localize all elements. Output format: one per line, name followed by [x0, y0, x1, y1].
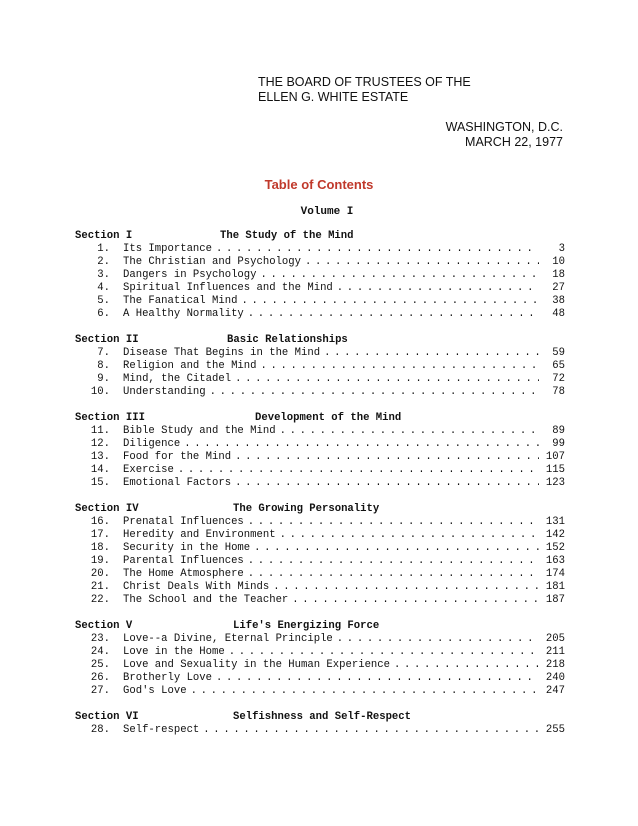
dot-leader: [390, 659, 539, 672]
entry-title: Understanding: [123, 386, 206, 398]
toc-entry: [75, 659, 565, 672]
date-line: MARCH 22, 1977: [465, 135, 563, 149]
section-label: Section I: [75, 230, 133, 242]
toc-entry: [75, 256, 565, 269]
dot-leader: [199, 724, 539, 737]
toc-entry: [75, 243, 565, 256]
dot-leader: [276, 425, 539, 438]
entry-page-number: 65: [552, 360, 565, 372]
entry-page-number: 187: [545, 594, 565, 606]
section-title: Development of the Mind: [255, 412, 402, 424]
entry-title: Prenatal Influences: [123, 516, 244, 528]
toc-entry: [75, 386, 565, 399]
toc-section: [75, 412, 565, 490]
dot-leader: [231, 477, 539, 490]
entry-title: The Home Atmosphere: [123, 568, 244, 580]
entry-number: 9.: [97, 373, 110, 385]
section-label: Section V: [75, 620, 133, 632]
entry-page-number: 174: [545, 568, 565, 580]
dot-leader: [288, 594, 539, 607]
entry-number: 15.: [90, 477, 110, 489]
toc-section: [75, 334, 565, 399]
org-name-line1: THE BOARD OF TRUSTEES OF THE: [258, 75, 471, 89]
entry-title: Diligence: [123, 438, 181, 450]
toc-entry: [75, 295, 565, 308]
toc-entry: [75, 594, 565, 607]
toc-entry: [75, 360, 565, 373]
toc-entry: [75, 373, 565, 386]
entry-title: Love and Sexuality in the Human Experience: [123, 659, 391, 671]
dot-leader: [244, 308, 539, 321]
entry-page-number: 3: [558, 243, 565, 255]
entry-page-number: 78: [552, 386, 565, 398]
table-of-contents: [75, 230, 565, 750]
entry-page-number: 163: [545, 555, 565, 567]
entry-title: The Christian and Psychology: [123, 256, 302, 268]
entry-number: 12.: [90, 438, 110, 450]
entry-number: 6.: [97, 308, 110, 320]
entry-number: 25.: [90, 659, 110, 671]
entry-page-number: 152: [545, 542, 565, 554]
entry-title: The School and the Teacher: [123, 594, 289, 606]
entry-number: 28.: [90, 724, 110, 736]
section-title: Basic Relationships: [227, 334, 348, 346]
dot-leader: [212, 243, 539, 256]
entry-number: 3.: [97, 269, 110, 281]
section-heading: [75, 230, 565, 243]
toc-entry: [75, 438, 565, 451]
toc-section: [75, 711, 565, 737]
toc-entry: [75, 308, 565, 321]
entry-title: Religion and the Mind: [123, 360, 257, 372]
entry-number: 17.: [90, 529, 110, 541]
section-heading: [75, 620, 565, 633]
entry-number: 23.: [90, 633, 110, 645]
entry-page-number: 247: [545, 685, 565, 697]
entry-title: Food for the Mind: [123, 451, 232, 463]
entry-title: Self-respect: [123, 724, 200, 736]
dot-leader: [257, 269, 539, 282]
toc-entry: [75, 672, 565, 685]
section-heading: [75, 711, 565, 724]
entry-number: 5.: [97, 295, 110, 307]
entry-page-number: 107: [545, 451, 565, 463]
entry-title: Love--a Divine, Eternal Principle: [123, 633, 333, 645]
dot-leader: [187, 685, 539, 698]
entry-page-number: 89: [552, 425, 565, 437]
entry-page-number: 18: [552, 269, 565, 281]
entry-number: 27.: [90, 685, 110, 697]
dot-leader: [180, 438, 539, 451]
entry-number: 2.: [97, 256, 110, 268]
entry-number: 11.: [90, 425, 110, 437]
entry-page-number: 99: [552, 438, 565, 450]
entry-title: Dangers in Psychology: [123, 269, 257, 281]
entry-number: 8.: [97, 360, 110, 372]
entry-title: Exercise: [123, 464, 174, 476]
toc-entry: [75, 347, 565, 360]
toc-entry: [75, 282, 565, 295]
dot-leader: [250, 542, 539, 555]
section-label: Section II: [75, 334, 139, 346]
entry-title: Spiritual Influences and the Mind: [123, 282, 333, 294]
toc-entry: [75, 269, 565, 282]
toc-entry: [75, 529, 565, 542]
dot-leader: [257, 360, 539, 373]
entry-number: 19.: [90, 555, 110, 567]
section-title: Selfishness and Self-Respect: [233, 711, 412, 723]
section-title: Life's Energizing Force: [233, 620, 380, 632]
dot-leader: [244, 555, 539, 568]
entry-title: Mind, the Citadel: [123, 373, 232, 385]
entry-page-number: 123: [545, 477, 565, 489]
dot-leader: [231, 373, 539, 386]
entry-title: Christ Deals With Minds: [123, 581, 270, 593]
entry-title: Brotherly Love: [123, 672, 213, 684]
entry-title: God's Love: [123, 685, 187, 697]
dot-leader: [333, 282, 539, 295]
entry-page-number: 115: [545, 464, 565, 476]
entry-number: 10.: [90, 386, 110, 398]
dot-leader: [212, 672, 539, 685]
volume-heading: Volume I: [300, 206, 354, 218]
entry-page-number: 255: [545, 724, 565, 736]
entry-page-number: 27: [552, 282, 565, 294]
entry-title: Bible Study and the Mind: [123, 425, 276, 437]
entry-number: 7.: [97, 347, 110, 359]
section-heading: [75, 334, 565, 347]
entry-number: 21.: [90, 581, 110, 593]
dot-leader: [276, 529, 539, 542]
dot-leader: [333, 633, 539, 646]
dot-leader: [269, 581, 539, 594]
toc-entry: [75, 633, 565, 646]
toc-entry: [75, 477, 565, 490]
entry-title: Security in the Home: [123, 542, 251, 554]
entry-number: 18.: [90, 542, 110, 554]
entry-number: 14.: [90, 464, 110, 476]
dot-leader: [244, 516, 539, 529]
entry-number: 22.: [90, 594, 110, 606]
entry-title: Heredity and Environment: [123, 529, 276, 541]
entry-page-number: 211: [545, 646, 565, 658]
entry-title: Parental Influences: [123, 555, 244, 567]
entry-page-number: 72: [552, 373, 565, 385]
entry-page-number: 38: [552, 295, 565, 307]
toc-entry: [75, 724, 565, 737]
entry-title: Disease That Begins in the Mind: [123, 347, 321, 359]
dot-leader: [237, 295, 539, 308]
toc-entry: [75, 646, 565, 659]
entry-page-number: 142: [545, 529, 565, 541]
toc-entry: [75, 555, 565, 568]
dot-leader: [244, 568, 539, 581]
entry-title: Its Importance: [123, 243, 213, 255]
toc-entry: [75, 542, 565, 555]
toc-entry: [75, 516, 565, 529]
dot-leader: [206, 386, 539, 399]
entry-page-number: 59: [552, 347, 565, 359]
entry-title: The Fanatical Mind: [123, 295, 238, 307]
toc-section: [75, 503, 565, 607]
org-name-line2: ELLEN G. WHITE ESTATE: [258, 90, 409, 104]
entry-page-number: 131: [545, 516, 565, 528]
entry-page-number: 218: [545, 659, 565, 671]
entry-number: 16.: [90, 516, 110, 528]
toc-section: [75, 230, 565, 321]
toc-entry: [75, 425, 565, 438]
toc-entry: [75, 685, 565, 698]
dot-leader: [231, 451, 539, 464]
section-title: The Growing Personality: [233, 503, 380, 515]
entry-title: Love in the Home: [123, 646, 225, 658]
entry-number: 26.: [90, 672, 110, 684]
entry-number: 4.: [97, 282, 110, 294]
section-heading: [75, 412, 565, 425]
entry-number: 24.: [90, 646, 110, 658]
section-label: Section III: [75, 412, 145, 424]
toc-section: [75, 620, 565, 698]
entry-page-number: 181: [545, 581, 565, 593]
dot-leader: [320, 347, 539, 360]
entry-page-number: 48: [552, 308, 565, 320]
city-line: WASHINGTON, D.C.: [445, 120, 563, 134]
entry-page-number: 10: [552, 256, 565, 268]
entry-page-number: 240: [545, 672, 565, 684]
dot-leader: [174, 464, 539, 477]
toc-entry: [75, 464, 565, 477]
entry-page-number: 205: [545, 633, 565, 645]
dot-leader: [301, 256, 539, 269]
section-title: The Study of the Mind: [220, 230, 354, 242]
section-label: Section IV: [75, 503, 139, 515]
toc-entry: [75, 568, 565, 581]
section-label: Section VI: [75, 711, 139, 723]
toc-entry: [75, 581, 565, 594]
dot-leader: [225, 646, 539, 659]
entry-number: 20.: [90, 568, 110, 580]
entry-number: 1.: [97, 243, 110, 255]
entry-title: A Healthy Normality: [123, 308, 244, 320]
entry-number: 13.: [90, 451, 110, 463]
toc-entry: [75, 451, 565, 464]
toc-title: Table of Contents: [264, 177, 374, 192]
section-heading: [75, 503, 565, 516]
entry-title: Emotional Factors: [123, 477, 232, 489]
